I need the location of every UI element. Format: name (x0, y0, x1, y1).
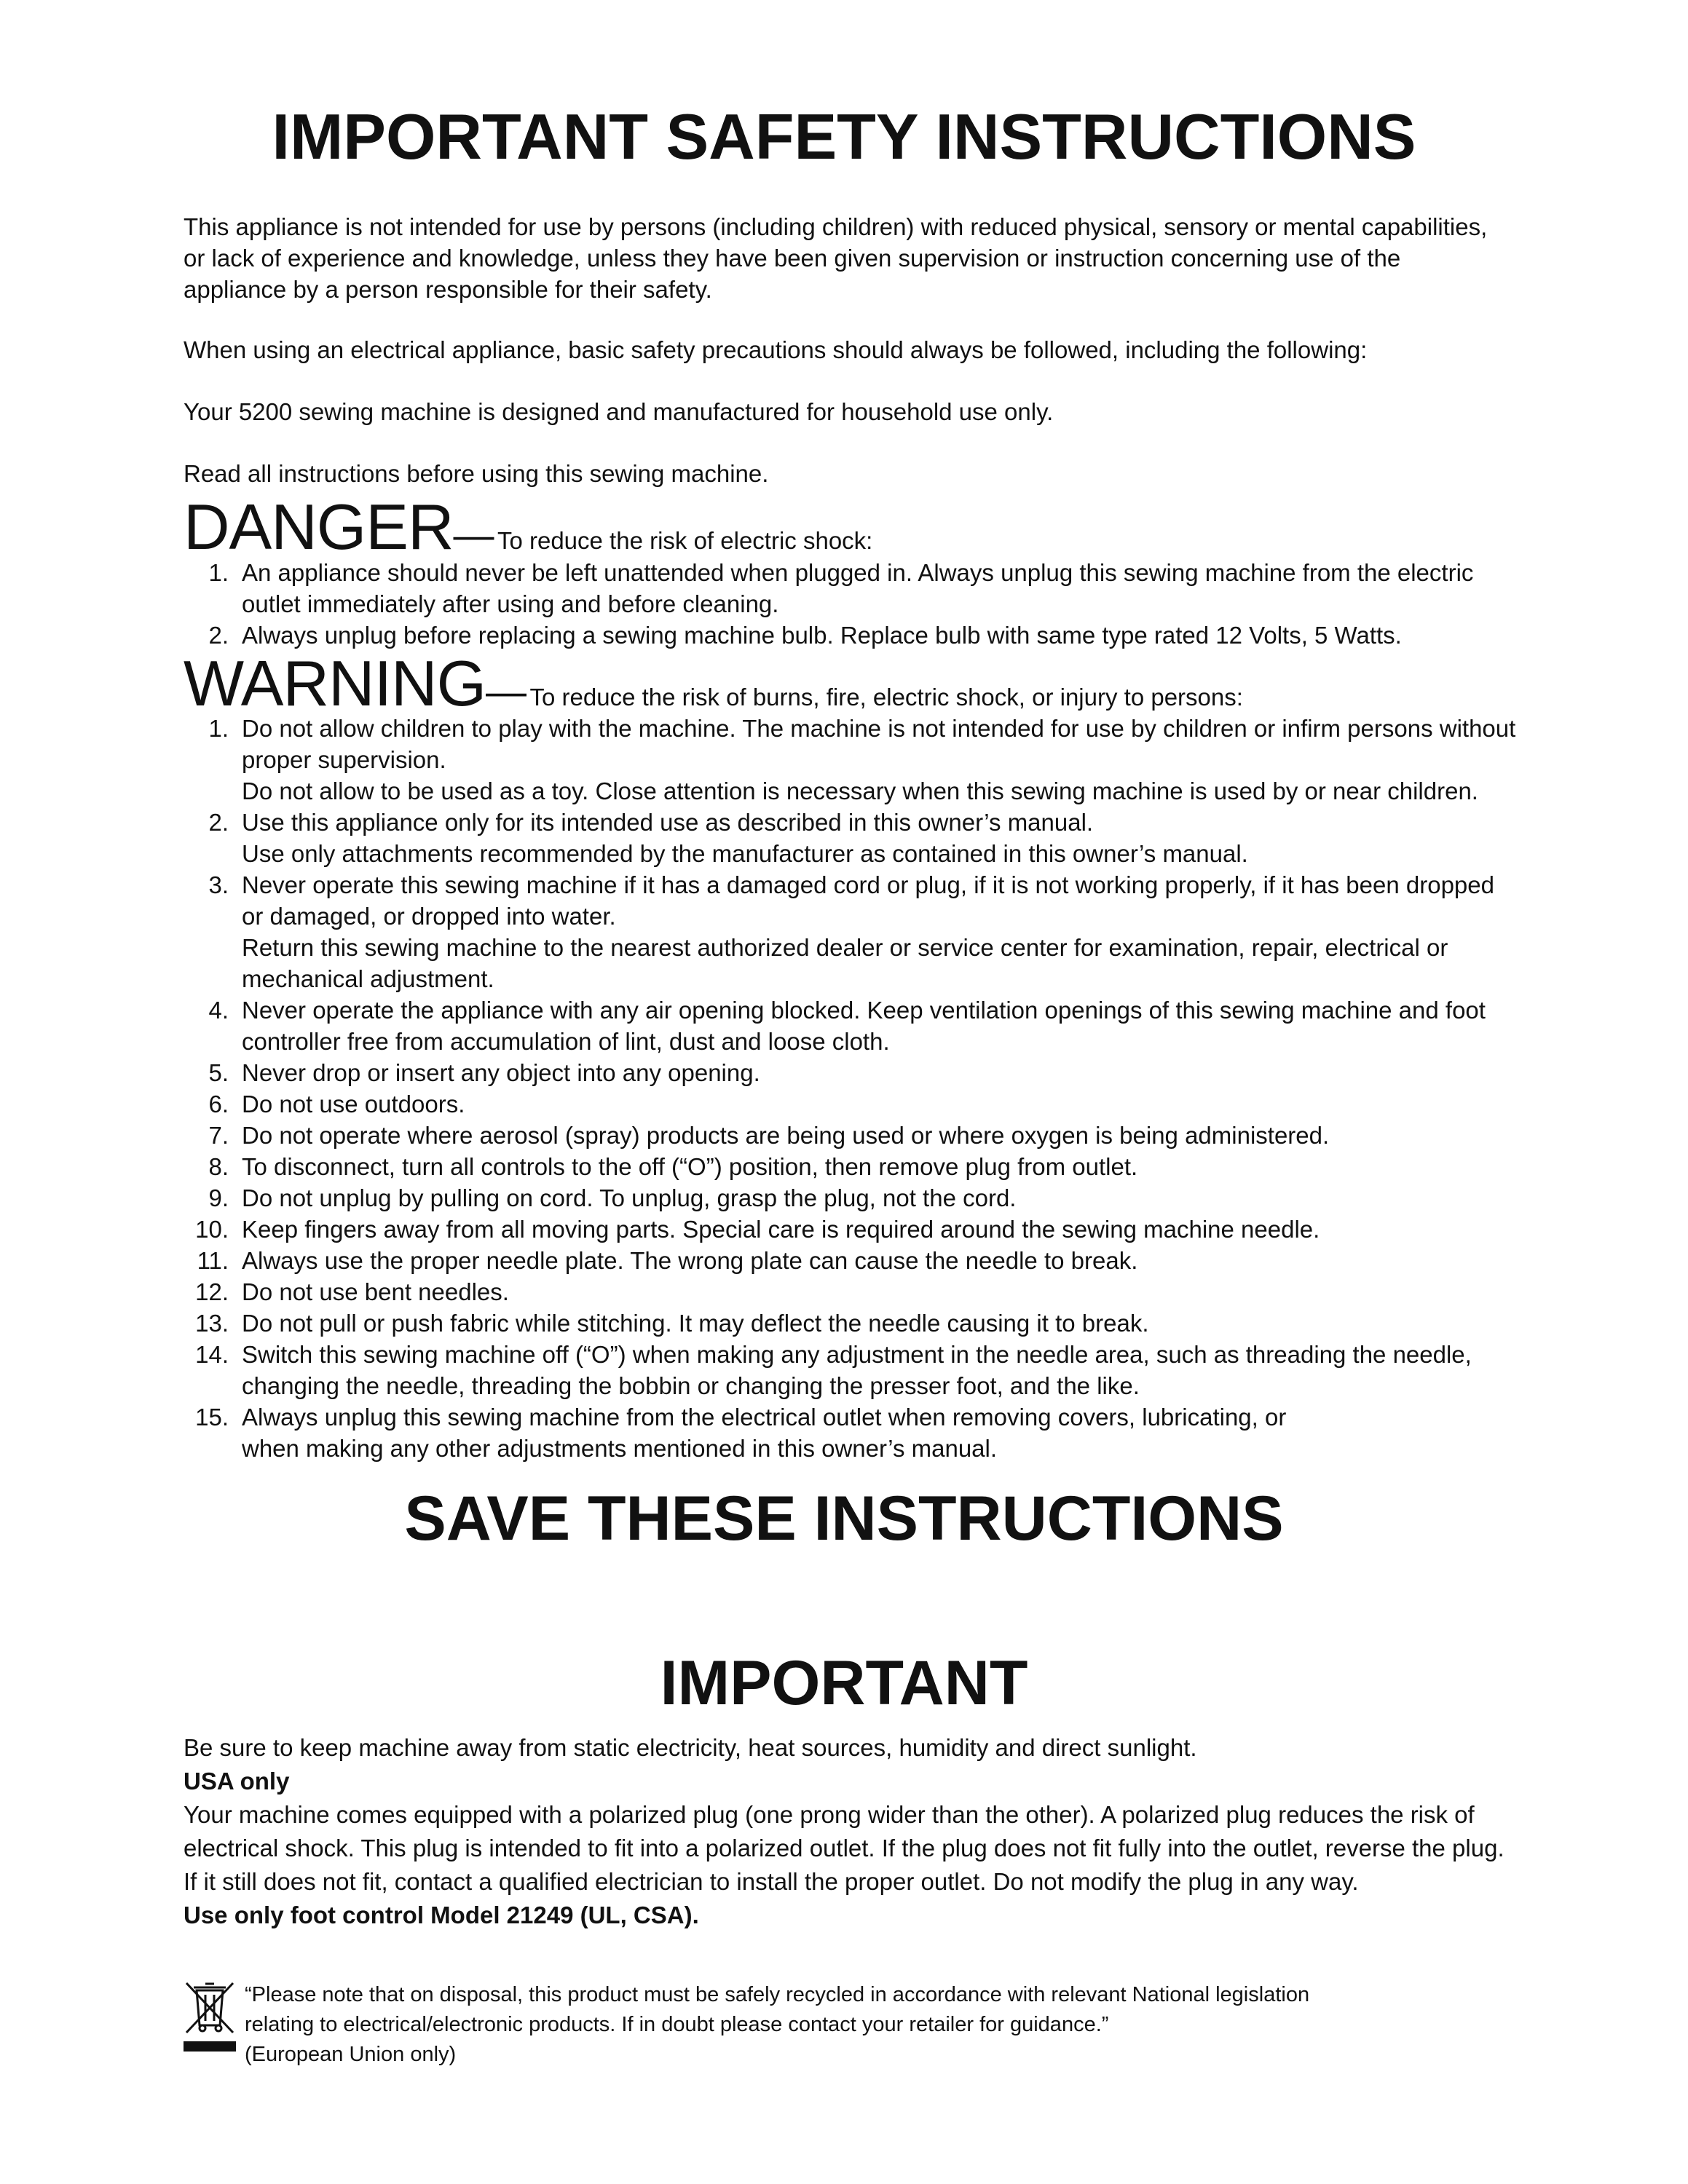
list-item (184, 1088, 1516, 1120)
list-item-text: Switch this sewing machine off (“O”) when making any adjustment in the needle area, such as threading the needle, changing the needle, threading the bobbin or changing the presser foot, and the like. (242, 1341, 1472, 1399)
list-item (184, 1120, 1516, 1151)
disposal-text (245, 1980, 1512, 2070)
list-item-text: Do not operate where aerosol (spray) products are being used or where oxygen is being administered. (242, 1122, 1330, 1149)
list-item-text: Do not unplug by pulling on cord. To unplug, grasp the plug, not the cord. (242, 1184, 1017, 1211)
warning-subtext: To reduce the risk of burns, fire, electric shock, or injury to persons: (529, 684, 1243, 711)
list-item-number: 6. (208, 1091, 229, 1117)
list-item-text: To disconnect, turn all controls to the off (“O”) position, then remove plug from outlet. (242, 1153, 1138, 1180)
foot-control-text: Use only foot control Model 21249 (UL, CSA). (184, 1902, 699, 1928)
list-item (184, 557, 1516, 620)
page-title: IMPORTANT SAFETY INSTRUCTIONS (272, 100, 1416, 173)
list-item-number: 7. (208, 1122, 229, 1149)
save-instructions-title: SAVE THESE INSTRUCTIONS (404, 1484, 1284, 1554)
list-item (184, 1307, 1516, 1339)
list-item (184, 1151, 1516, 1182)
list-item-text: Use only attachments recommended by the manufacturer as contained in this owner’s manual. (242, 840, 1248, 867)
disposal-line-2: relating to electrical/electronic products. If in doubt please contact your retailer for guidance.” (245, 2013, 1109, 2036)
warning-heading (184, 647, 1243, 719)
list-item-number: 12. (195, 1278, 229, 1305)
list-item-text: Do not allow to be used as a toy. Close attention is necessary when this sewing machine is used by or near children. (242, 778, 1478, 804)
intro-paragraph-4: Read all instructions before using this sewing machine. (184, 460, 769, 487)
list-item-text: Never operate this sewing machine if it has a damaged cord or plug, if it is not working properly, if it has been dropped or damaged, or dropped into water. (242, 871, 1494, 930)
important-title: IMPORTANT (660, 1648, 1028, 1718)
disposal-line-3: (European Union only) (245, 2043, 457, 2066)
warning-dash: — (486, 668, 527, 714)
list-item (184, 869, 1516, 994)
list-item-number: 9. (208, 1184, 229, 1211)
intro-paragraph-2: When using an electrical appliance, basic safety precautions should always be followed, including the following: (184, 336, 1368, 363)
list-item (184, 807, 1516, 869)
polarized-plug-text: Your machine comes equipped with a polarized plug (one prong wider than the other). A polarized plug reduces the risk of electrical shock. This plug is intended to fit into a polarized outlet. If the plug does not fit fully into the outlet, reverse the plug. If it still does not fit, contact a qualified electrician to install the proper outlet. Do not modify the plug in any way. (184, 1801, 1504, 1895)
list-item-text: Always unplug before replacing a sewing machine bulb. Replace bulb with same type rated 12 Volts, 5 Watts. (242, 622, 1402, 649)
list-item-number: 4. (208, 997, 229, 1024)
list-item-number: 14. (195, 1341, 229, 1368)
list-item (184, 1214, 1516, 1245)
list-item-text: Always use the proper needle plate. The wrong plate can cause the needle to break. (242, 1247, 1138, 1274)
list-item-number: 10. (195, 1216, 229, 1243)
list-item-text: when making any other adjustments mentioned in this owner’s manual. (242, 1435, 998, 1462)
danger-word: DANGER (184, 491, 454, 563)
list-item-number: 8. (208, 1153, 229, 1180)
list-item (184, 713, 1516, 807)
static-warning-text: Be sure to keep machine away from static electricity, heat sources, humidity and direct sunlight. (184, 1734, 1197, 1761)
intro-paragraph-1: This appliance is not intended for use by persons (including children) with reduced physical, sensory or mental capabilities, or lack of experience and knowledge, unless they have been given supervision or instruction concerning use of the appliance by a person responsible for their safety. (184, 213, 1488, 303)
list-item-text: An appliance should never be left unattended when plugged in. Always unplug this sewing machine from the electric outlet immediately after using and before cleaning. (242, 559, 1474, 617)
usa-only-label: USA only (184, 1768, 290, 1795)
list-item-number: 15. (195, 1404, 229, 1431)
list-item-text: Return this sewing machine to the nearest authorized dealer or service center for examination, repair, electrical or mechanical adjustment. (242, 934, 1448, 992)
list-item-text: Use this appliance only for its intended use as described in this owner’s manual. (242, 809, 1094, 836)
list-item (184, 1245, 1516, 1276)
danger-heading (184, 491, 873, 563)
danger-dash: — (453, 512, 494, 558)
list-item (184, 1057, 1516, 1088)
list-item (184, 1276, 1516, 1307)
list-item (184, 1339, 1516, 1401)
list-item-text: Do not use outdoors. (242, 1091, 465, 1117)
list-item-number: 5. (208, 1059, 229, 1086)
list-item-text: Never drop or insert any object into any opening. (242, 1059, 760, 1086)
danger-list (184, 557, 1516, 651)
list-item (184, 620, 1516, 651)
list-item (184, 1401, 1516, 1464)
list-item-text: Always unplug this sewing machine from the electrical outlet when removing covers, lubricating, or (242, 1404, 1287, 1431)
list-item-number: 1. (208, 715, 229, 742)
warning-list (184, 713, 1516, 1464)
list-item (184, 994, 1516, 1057)
important-section (184, 1731, 1516, 1932)
list-item-number: 2. (208, 622, 229, 649)
list-item-text: Do not allow children to play with the machine. The machine is not intended for use by children or infirm persons without proper supervision. (242, 715, 1516, 773)
list-item-number: 11. (197, 1247, 229, 1274)
disposal-line-1: “Please note that on disposal, this product must be safely recycled in accordance with relevant National legislation (245, 1983, 1310, 2006)
list-item-number: 2. (208, 809, 229, 836)
crossed-out-wheelie-bin-icon (184, 1980, 236, 2053)
list-item-number: 3. (208, 871, 229, 898)
list-item (184, 1182, 1516, 1214)
warning-word: WARNING (184, 647, 486, 719)
list-item-text: Keep fingers away from all moving parts. Special care is required around the sewing machine needle. (242, 1216, 1320, 1243)
list-item-text: Never operate the appliance with any air opening blocked. Keep ventilation openings of this sewing machine and foot controller free from accumulation of lint, dust and loose cloth. (242, 997, 1486, 1055)
list-item-number: 13. (195, 1310, 229, 1337)
danger-subtext: To reduce the risk of electric shock: (497, 527, 873, 554)
list-item-text: Do not pull or push fabric while stitching. It may deflect the needle causing it to break. (242, 1310, 1149, 1337)
list-item-text: Do not use bent needles. (242, 1278, 509, 1305)
list-item-number: 1. (208, 559, 229, 586)
intro-paragraph-3: Your 5200 sewing machine is designed and manufactured for household use only. (184, 398, 1054, 425)
